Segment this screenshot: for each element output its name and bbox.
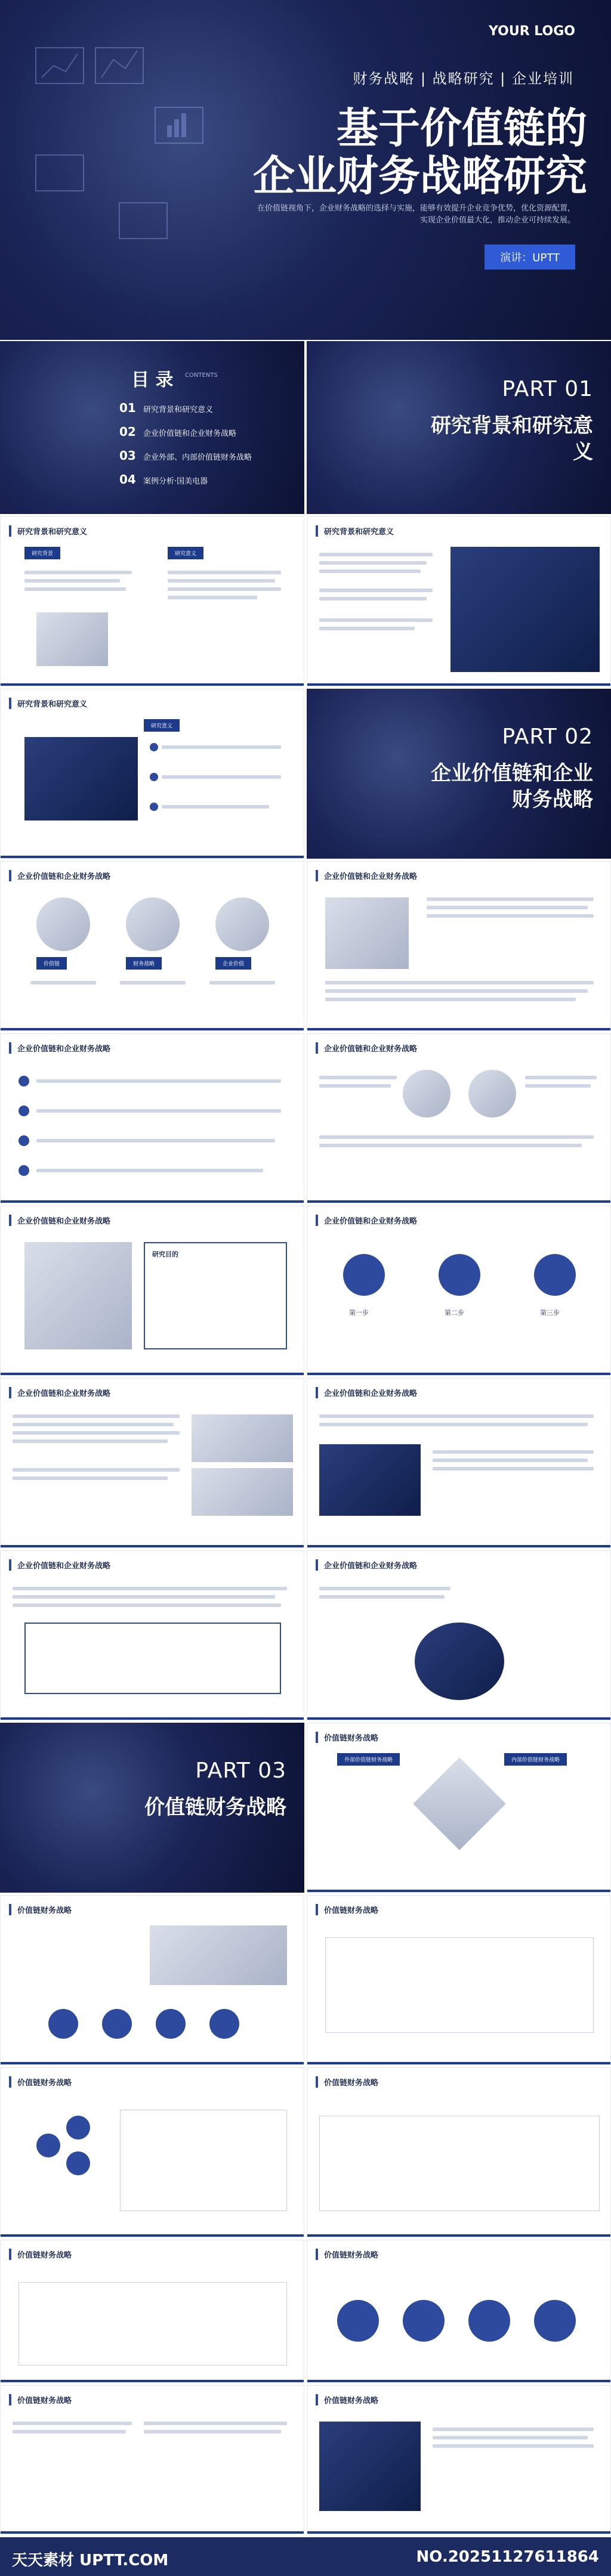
text-line — [319, 1423, 588, 1426]
text-line — [209, 981, 275, 984]
slide — [0, 1378, 304, 1548]
slide — [307, 861, 611, 1031]
slide-heading: 价值链财务战略 — [9, 2249, 72, 2260]
toc-number: 02 — [119, 425, 136, 439]
part-label: PART 02 — [502, 724, 593, 749]
speaker-badge: 演讲：UPTT — [485, 244, 575, 270]
title-line-2: 企业财务战略研究 — [253, 151, 587, 200]
bullet-icon — [18, 1135, 29, 1146]
text-line — [168, 587, 281, 591]
photo — [36, 897, 90, 951]
part-title: 企业价值链和企业财务战略 — [431, 761, 593, 812]
slide-footer-bar — [1, 1545, 304, 1547]
slide-heading: 研究背景和研究意义 — [9, 525, 87, 537]
text-line — [13, 2422, 132, 2425]
slide — [0, 1033, 304, 1203]
slide — [0, 689, 304, 859]
photo — [192, 1414, 293, 1462]
photo — [36, 612, 108, 666]
text-line — [319, 569, 421, 573]
slide-footer-bar — [1, 2062, 304, 2064]
text-line — [319, 1414, 594, 1418]
text-line — [13, 1423, 174, 1426]
text-line — [168, 571, 281, 574]
slide — [0, 2240, 304, 2383]
box-heading: 研究目的 — [152, 1250, 178, 1258]
slide-footer-bar — [307, 1890, 610, 1892]
part-title: 研究背景和研究意义 — [431, 414, 593, 464]
slide-footer-bar — [1, 2234, 304, 2237]
text-line — [433, 2444, 594, 2448]
slide-heading: 企业价值链和企业财务战略 — [316, 1387, 417, 1398]
step-label: 第二步 — [445, 1309, 464, 1317]
slide-heading: 企业价值链和企业财务战略 — [9, 1387, 110, 1398]
step-icon — [534, 1254, 576, 1296]
slide-footer-bar — [307, 1028, 610, 1030]
bullet-icon — [150, 743, 158, 751]
slide — [307, 2240, 611, 2383]
text-line — [168, 579, 275, 583]
slide-footer-bar — [307, 683, 610, 686]
text-line — [319, 589, 433, 592]
photo — [403, 1070, 450, 1117]
toc-item[interactable] — [119, 401, 213, 415]
slide-heading: 价值链财务战略 — [316, 1732, 378, 1743]
node-icon — [36, 2134, 60, 2157]
slide-heading: 企业价值链和企业财务战略 — [316, 870, 417, 881]
text-line — [36, 1169, 263, 1172]
text-line — [433, 2428, 594, 2431]
photo — [215, 897, 269, 951]
label-pill: 价值链 — [36, 957, 67, 970]
hero-slide — [0, 0, 611, 340]
slide-footer-bar — [307, 1545, 610, 1547]
slide-heading: 价值链财务战略 — [9, 1904, 72, 1915]
text-line — [319, 627, 415, 630]
slide — [307, 516, 611, 686]
slide — [0, 1550, 304, 1720]
part-label: PART 01 — [502, 377, 593, 401]
subtitle: 在价值链视角下，企业财务战略的选择与实施，能够有效提升企业竞争优势，优化资源配置，实现企业价值最大化，推动企业可持续发展。 — [257, 204, 575, 225]
text-line — [319, 1076, 397, 1079]
slide-heading: 研究背景和研究意义 — [316, 525, 394, 537]
photo — [319, 1444, 421, 1516]
toc-label: 企业价值链和企业财务战略 — [143, 429, 237, 438]
text-line — [427, 897, 594, 901]
text-line — [319, 1587, 450, 1590]
slide-footer-bar — [1, 1200, 304, 1203]
table — [325, 1937, 594, 2033]
text-box — [24, 1623, 281, 1694]
slide — [307, 2067, 611, 2237]
matrix-box — [120, 2110, 287, 2211]
slide-heading: 价值链财务战略 — [9, 2394, 72, 2405]
toc — [0, 341, 304, 514]
text-line — [525, 1084, 591, 1088]
toc-number: 04 — [119, 472, 136, 487]
text-line — [325, 989, 588, 993]
text-line — [319, 618, 433, 622]
slide — [307, 1895, 611, 2065]
text-line — [433, 1467, 594, 1470]
slide-footer-bar — [1, 2531, 304, 2534]
text-line — [162, 805, 269, 809]
text-line — [319, 1595, 445, 1599]
watermark-site: 天天素材 UPTT.COM — [12, 2552, 169, 2569]
node-icon — [468, 2300, 510, 2342]
step-icon — [439, 1254, 480, 1296]
text-line — [30, 981, 96, 984]
text-line — [319, 1144, 582, 1147]
toc-item[interactable] — [119, 448, 252, 463]
toc-label: 企业外部、内部价值链财务战略 — [143, 453, 252, 462]
toc-item[interactable] — [119, 425, 236, 439]
bullet-icon — [18, 1076, 29, 1086]
text-line — [319, 553, 433, 556]
text-line — [13, 1595, 275, 1599]
slide-heading: 价值链财务战略 — [316, 2076, 378, 2088]
text-line — [162, 775, 281, 779]
label-pill: 内部价值链财务战略 — [504, 1753, 567, 1766]
text-line — [120, 981, 186, 984]
slide-heading: 价值链财务战略 — [9, 2076, 72, 2088]
text-line — [13, 1431, 180, 1435]
part-label: PART 03 — [195, 1758, 286, 1783]
slide — [0, 2385, 304, 2534]
photo — [192, 1468, 293, 1516]
slide-footer-bar — [307, 2531, 610, 2534]
bullet-icon — [150, 773, 158, 781]
node-icon — [209, 2009, 239, 2039]
title-line-1: 基于价值链的 — [337, 103, 587, 153]
text-line — [144, 2422, 287, 2425]
slide-heading: 企业价值链和企业财务战略 — [9, 1042, 110, 1054]
slide — [0, 1206, 304, 1376]
slide-footer-bar — [307, 2380, 610, 2382]
slide-footer-bar — [1, 1028, 304, 1030]
slide-heading: 价值链财务战略 — [316, 2394, 378, 2405]
node-icon — [156, 2009, 186, 2039]
photo — [24, 1242, 132, 1349]
watermark-id: NO.20251127611864 — [416, 2548, 599, 2566]
slide-footer-bar — [1, 683, 304, 686]
node-icon — [337, 2300, 379, 2342]
table — [319, 2116, 600, 2211]
toc-subtitle: CONTENTS — [185, 372, 218, 379]
slide-footer-bar — [1, 856, 304, 858]
toc-number: 01 — [119, 401, 136, 415]
photo — [150, 1925, 287, 1985]
text-line — [319, 1135, 594, 1139]
slide-heading: 企业价值链和企业财务战略 — [316, 1559, 417, 1571]
text-line — [144, 2430, 281, 2433]
label-pill: 企业价值 — [215, 957, 251, 970]
node-icon — [66, 2151, 90, 2175]
section-pill: 研究背景 — [24, 547, 60, 559]
text-line — [433, 1459, 588, 1462]
text-line — [162, 745, 281, 749]
section-pill: 研究意义 — [144, 719, 180, 732]
text-line — [525, 1076, 597, 1079]
toc-label: 案例分析·国美电器 — [143, 477, 208, 486]
text-line — [13, 1414, 180, 1418]
slide-heading: 企业价值链和企业财务战略 — [9, 870, 110, 881]
text-line — [13, 1468, 180, 1472]
part-title: 价值链财务战略 — [144, 1795, 286, 1819]
slide-footer-bar — [1, 2380, 304, 2382]
slide — [307, 1550, 611, 1720]
slide-footer-bar — [1, 1717, 304, 1720]
text-line — [427, 914, 594, 918]
text-line — [13, 1439, 168, 1443]
slide — [307, 1033, 611, 1203]
text-line — [325, 998, 576, 1001]
slide-heading: 企业价值链和企业财务战略 — [9, 1559, 110, 1571]
label-pill: 外部价值链财务战略 — [337, 1753, 400, 1766]
part2-slide — [307, 689, 611, 859]
text-line — [36, 1079, 281, 1083]
text-line — [36, 1139, 275, 1143]
toc-item[interactable] — [119, 472, 208, 487]
photo — [24, 737, 138, 821]
text-line — [433, 2436, 588, 2439]
slide-heading: 企业价值链和企业财务战略 — [316, 1042, 417, 1054]
node-icon — [66, 2116, 90, 2140]
slide-footer-bar — [307, 1717, 610, 1720]
slide — [307, 1723, 611, 1893]
photo — [450, 547, 600, 672]
text-line — [13, 1603, 281, 1607]
text-line — [433, 1450, 594, 1454]
slide-heading: 企业价值链和企业财务战略 — [9, 1215, 110, 1226]
text-line — [36, 1109, 281, 1113]
text-line — [427, 906, 588, 909]
toc-number: 03 — [119, 448, 136, 463]
text-line — [24, 571, 132, 574]
slide-heading: 价值链财务战略 — [316, 2249, 378, 2260]
photo — [319, 2422, 421, 2511]
toc-slide — [0, 341, 304, 514]
step-label: 第一步 — [349, 1309, 369, 1317]
toc-title: 目 录 — [131, 370, 174, 391]
table — [18, 2282, 287, 2366]
slide — [307, 1206, 611, 1376]
step-label: 第三步 — [540, 1309, 560, 1317]
text-line — [13, 1587, 287, 1590]
text-line — [168, 596, 257, 599]
text-line — [13, 1476, 168, 1480]
logo: YOUR LOGO — [488, 24, 575, 39]
page-title — [205, 104, 587, 200]
slide — [307, 1378, 611, 1548]
slide-footer-bar — [307, 2062, 610, 2064]
slide — [0, 516, 304, 686]
node-icon — [403, 2300, 445, 2342]
node-icon — [102, 2009, 132, 2039]
text-line — [325, 981, 594, 984]
slide-heading: 研究背景和研究意义 — [9, 698, 87, 709]
chart-image — [325, 897, 409, 969]
slide-footer-bar — [1, 1373, 304, 1375]
node-icon — [48, 2009, 78, 2039]
section-pill: 研究意义 — [168, 547, 203, 559]
text-line — [13, 2430, 126, 2433]
watermark-banner — [0, 2537, 611, 2576]
node-icon — [534, 2300, 576, 2342]
slide-footer-bar — [307, 1200, 610, 1203]
tagline: 财务战略 | 战略研究 | 企业培训 — [353, 70, 574, 87]
slide-footer-bar — [307, 2234, 610, 2237]
part1-slide — [307, 341, 611, 514]
slide — [307, 2385, 611, 2534]
toc-label: 研究背景和研究意义 — [143, 405, 214, 414]
photo — [468, 1070, 516, 1117]
bullet-icon — [18, 1106, 29, 1116]
text-line — [319, 1084, 391, 1088]
photo — [126, 897, 180, 951]
slide — [0, 861, 304, 1031]
slide-footer-bar — [307, 1373, 610, 1375]
step-icon — [343, 1254, 385, 1296]
part3-slide — [0, 1723, 304, 1893]
label-pill: 财务战略 — [126, 957, 162, 970]
photo — [415, 1623, 504, 1700]
slide-heading: 企业价值链和企业财务战略 — [316, 1215, 417, 1226]
slide — [0, 1895, 304, 2065]
bullet-icon — [18, 1165, 29, 1176]
text-line — [24, 579, 120, 583]
text-box — [144, 1242, 287, 1349]
bullet-icon — [150, 803, 158, 811]
slide — [0, 2067, 304, 2237]
text-line — [319, 561, 427, 565]
text-line — [24, 587, 126, 591]
slide-heading: 价值链财务战略 — [316, 1904, 378, 1915]
text-line — [319, 597, 427, 600]
diagram-shape — [413, 1757, 506, 1850]
